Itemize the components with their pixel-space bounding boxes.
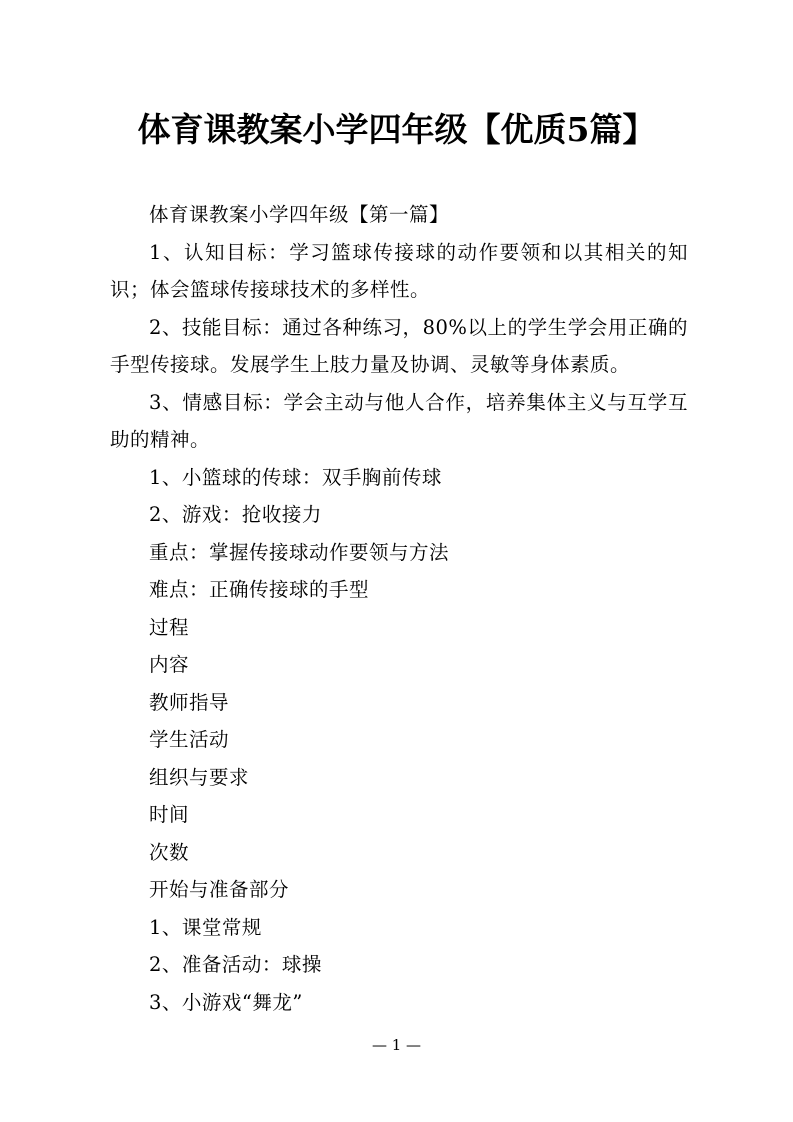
paragraph: 组织与要求 — [149, 765, 250, 789]
document-body — [110, 196, 688, 1021]
paragraph: 学生活动 — [149, 728, 230, 751]
paragraph: 1、课堂常规 — [149, 915, 262, 939]
section-heading: 体育课教案小学四年级【第一篇】 — [149, 203, 450, 226]
paragraph: 难点：正确传接球的手型 — [149, 578, 370, 601]
paragraph: 时间 — [149, 803, 190, 826]
paragraph: 内容 — [149, 653, 190, 676]
page-number: — 1 — — [371, 1036, 422, 1054]
paragraph: 开始与准备部分 — [149, 878, 290, 901]
paragraph: 3、情感目标：学会主动与他人合作，培养集体主义与互学互助的精神。 — [110, 390, 688, 451]
paragraph: 1、认知目标：学习篮球传接球的动作要领和以其相关的知识；体会篮球传接球技术的多样性。 — [110, 240, 688, 301]
document-title: 体育课教案小学四年级【优质5篇】 — [137, 110, 656, 149]
paragraph: 次数 — [149, 840, 190, 864]
paragraph: 2、技能目标：通过各种练习，80%以上的学生学会用正确的手型传接球。发展学生上肢力量及协调、灵敏等身体素质。 — [110, 315, 688, 376]
paragraph: 重点：掌握传接球动作要领与方法 — [149, 540, 450, 564]
paragraph: 3、小游戏“舞龙” — [149, 990, 303, 1014]
paragraph: 1、小篮球的传球：双手胸前传球 — [149, 465, 442, 489]
paragraph: 2、游戏：抢收接力 — [149, 503, 322, 526]
paragraph: 2、准备活动：球操 — [149, 953, 322, 976]
paragraph: 教师指导 — [149, 690, 230, 714]
paragraph: 过程 — [149, 615, 190, 639]
